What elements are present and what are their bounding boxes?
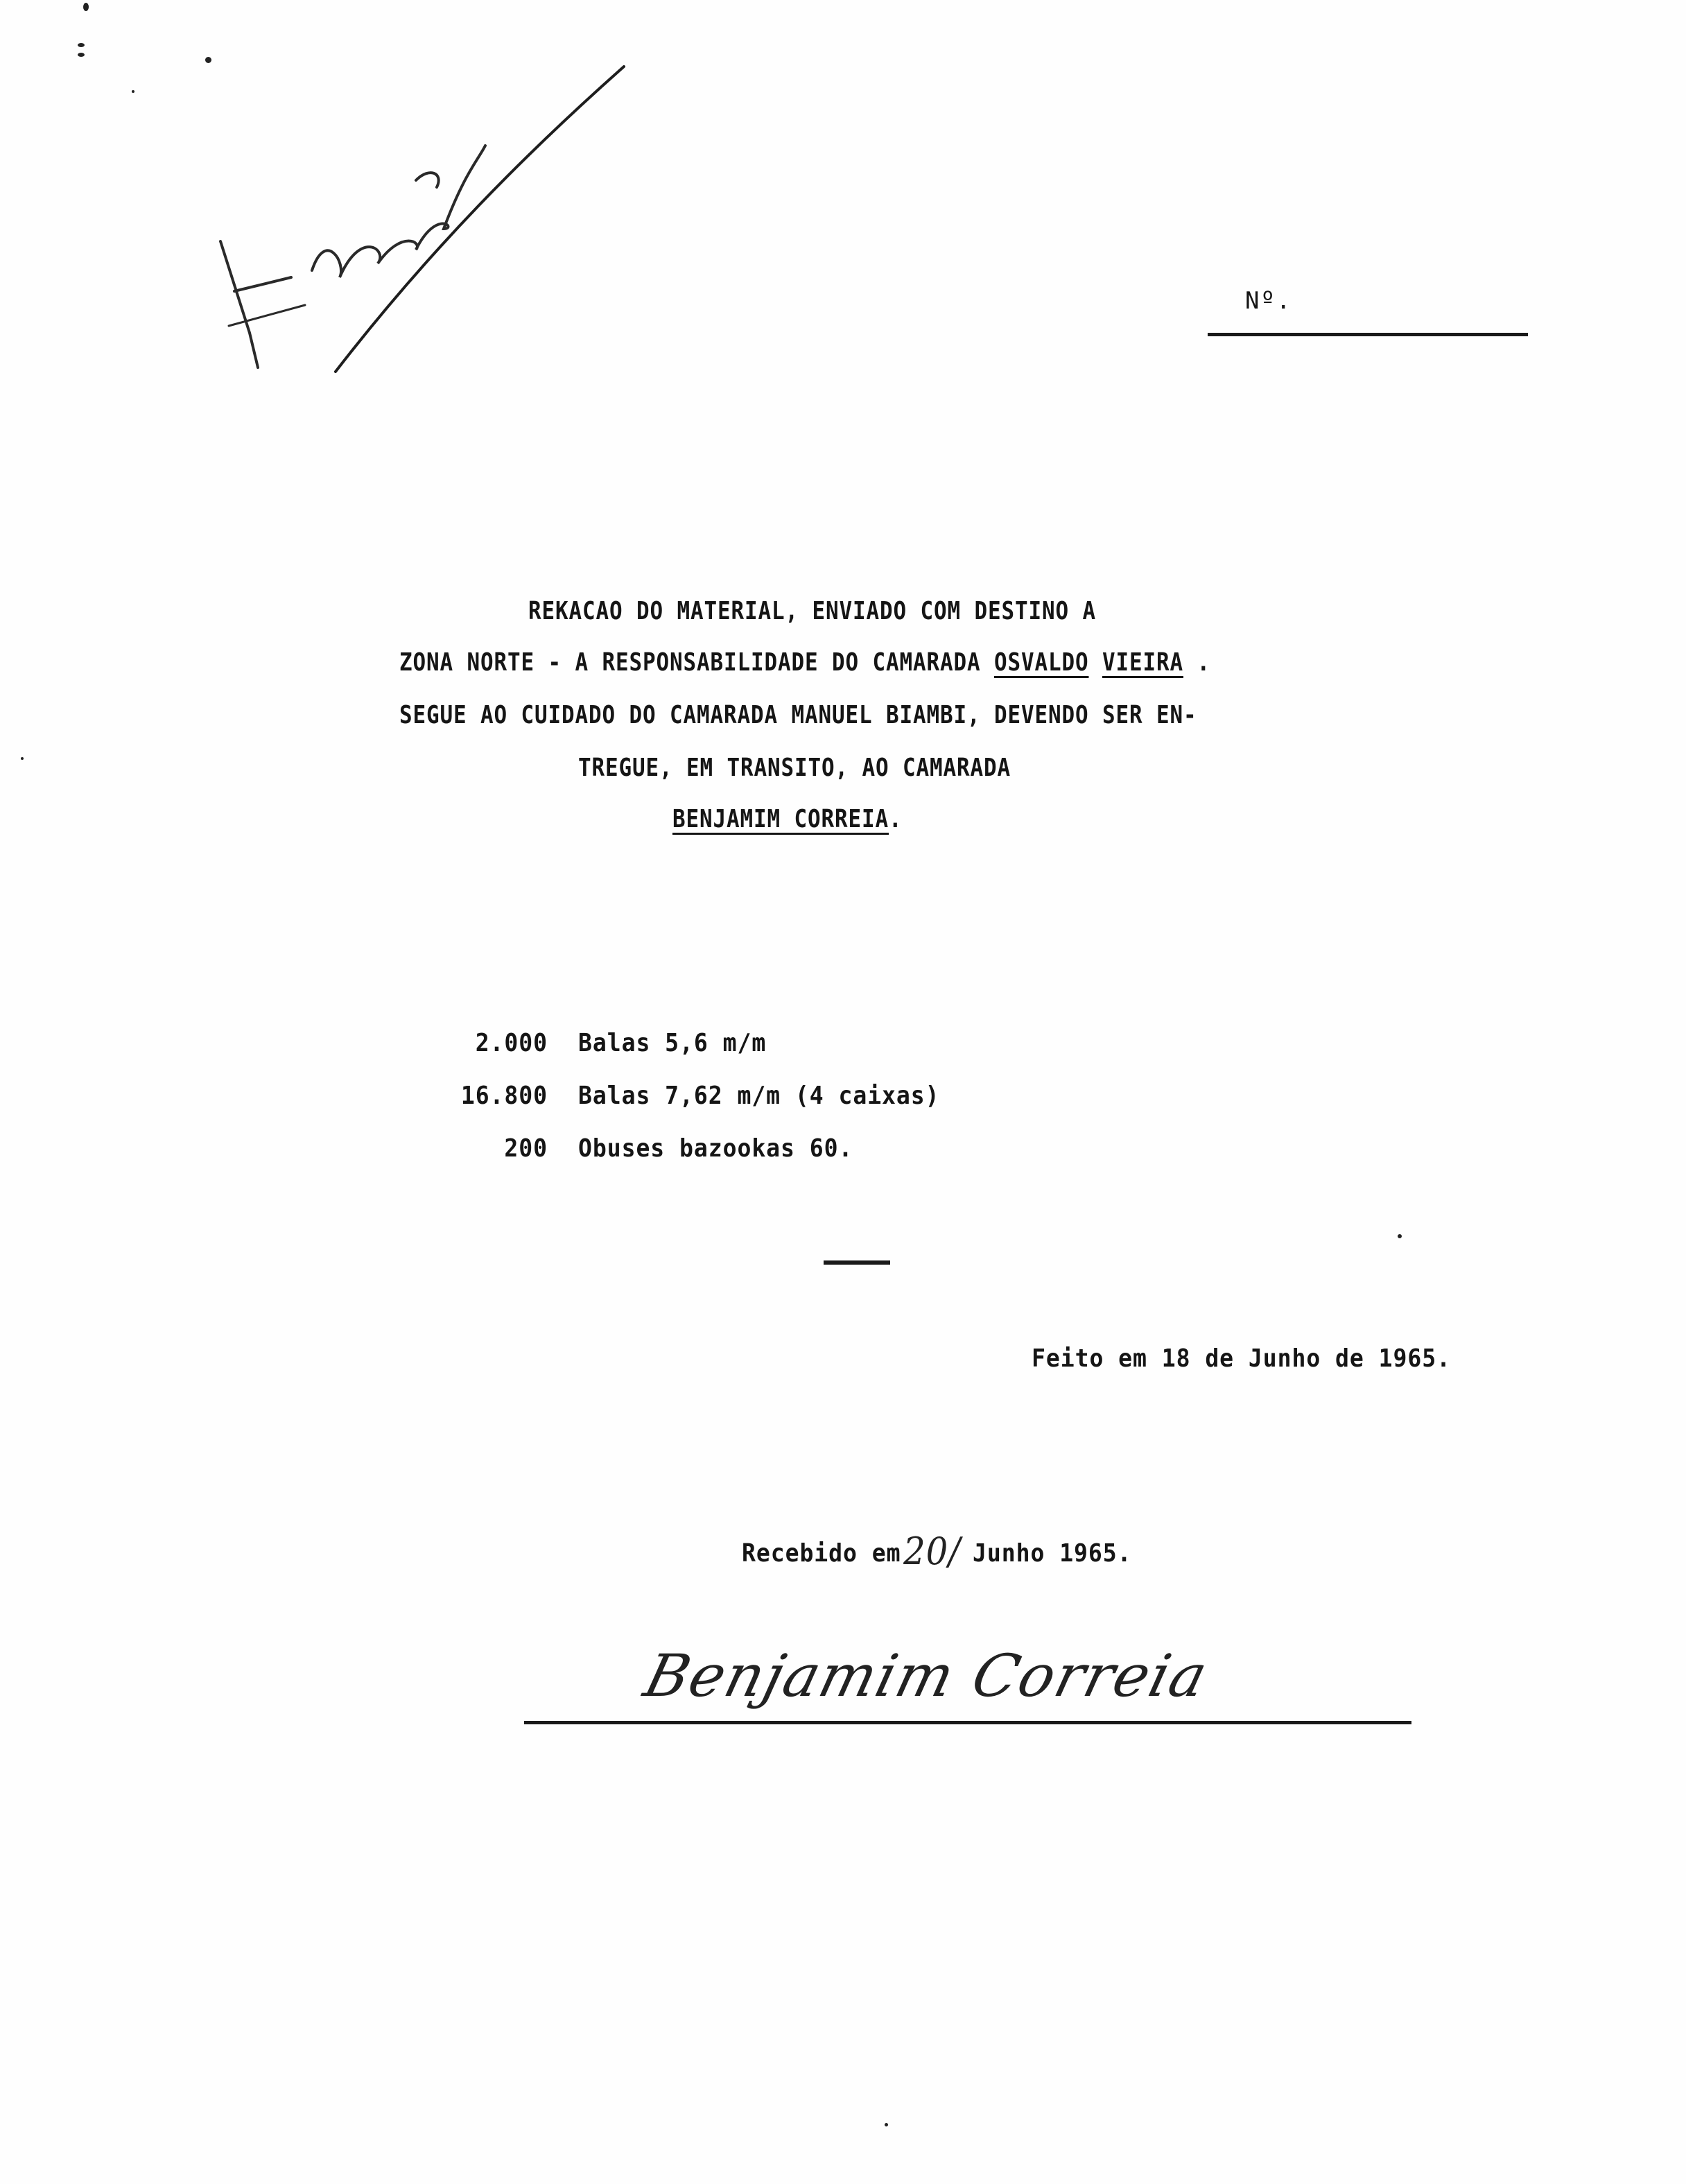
responsible-first-name: OSVALDO (993, 648, 1089, 677)
item-description: Balas 5,6 m/m (578, 1029, 767, 1057)
received-line (742, 1529, 1132, 1573)
received-prefix: Recebido em (742, 1539, 901, 1568)
document-number-label: Nº. (1245, 287, 1292, 315)
separator-dash (824, 1260, 890, 1265)
heading-line-5 (672, 804, 903, 835)
heading-line-5-suffix: . (888, 805, 903, 833)
heading-line-3: SEGUE AO CUIDADO DO CAMARADA MANUEL BIAMBI, DEVENDO SER EN- (399, 701, 1197, 729)
item-quantity: 16.800 (460, 1082, 548, 1110)
heading-line-1: REKACAO DO MATERIAL, ENVIADO COM DESTINO A (528, 597, 1096, 625)
made-on-date: Feito em 18 de Junho de 1965. (1032, 1344, 1451, 1373)
item-description: Balas 7,62 m/m (4 caixas) (578, 1082, 940, 1110)
document-number-line (1208, 333, 1528, 336)
recipient-name: BENJAMIM CORREIA (672, 805, 889, 833)
heading-line-4: TREGUE, EM TRANSITO, AO CAMARADA (578, 754, 1011, 782)
responsible-last-name: VIEIRA (1102, 648, 1183, 677)
signature: Benjamim Correia (638, 1642, 1215, 1710)
received-suffix: Junho 1965. (958, 1539, 1132, 1568)
item-quantity: 2.000 (475, 1029, 548, 1057)
heading-line-2 (399, 648, 1210, 678)
heading-line-2-prefix: ZONA NORTE - A RESPONSABILIDADE DO CAMARADA (399, 648, 994, 677)
item-quantity: 200 (504, 1134, 548, 1163)
signature-line (524, 1721, 1411, 1724)
item-description: Obuses bazookas 60. (578, 1134, 853, 1163)
heading-line-2-suffix: . (1183, 648, 1211, 677)
received-handwritten-day: 20/ (903, 1529, 961, 1573)
